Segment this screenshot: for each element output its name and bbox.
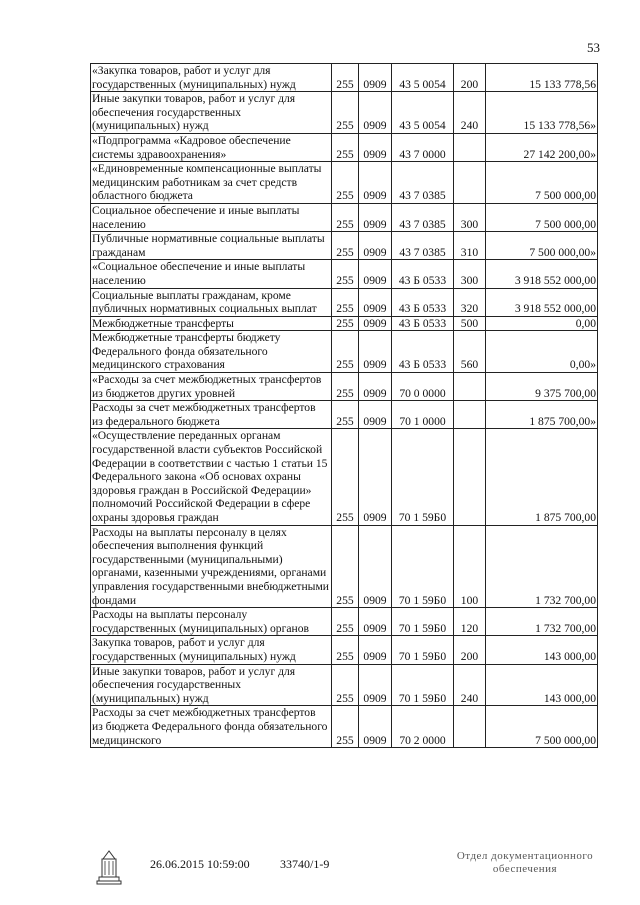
row-expense-type: 120: [454, 608, 486, 636]
table-row: [91, 373, 598, 401]
row-expense-type: 300: [454, 260, 486, 288]
row-amount: 143 000,00: [486, 664, 598, 706]
row-amount: 3 918 552 000,00: [486, 260, 598, 288]
row-expense-type: 500: [454, 316, 486, 331]
row-amount: 0,00»: [486, 331, 598, 373]
row-name: Социальное обеспечение и иные выплаты населению: [91, 203, 332, 231]
row-grbs: 255: [332, 133, 359, 161]
row-section: 0909: [359, 664, 392, 706]
row-section: 0909: [359, 331, 392, 373]
row-name: «Закупка товаров, работ и услуг для государственных (муниципальных) нужд: [91, 64, 332, 92]
row-amount: 1 875 700,00»: [486, 401, 598, 429]
row-target-article: 43 7 0385: [392, 232, 454, 260]
row-grbs: 255: [332, 331, 359, 373]
row-name: Расходы на выплаты персоналу государственных (муниципальных) органов: [91, 608, 332, 636]
row-amount: 3 918 552 000,00: [486, 288, 598, 316]
row-name: Закупка товаров, работ и услуг для государственных (муниципальных) нужд: [91, 636, 332, 664]
row-section: 0909: [359, 133, 392, 161]
row-name: «Осуществление переданных органам государственной власти субъектов Российской Федерации в соответствии с частью 1 статьи 15 Федерального закона «Об основах охраны здоровья граждан в Российской Федерации» полномочий Российской Федерации в сфере охраны здоровья граждан: [91, 429, 332, 525]
row-expense-type: 310: [454, 232, 486, 260]
row-target-article: 70 0 0000: [392, 373, 454, 401]
row-section: 0909: [359, 232, 392, 260]
row-expense-type: [454, 373, 486, 401]
row-expense-type: 560: [454, 331, 486, 373]
row-section: 0909: [359, 429, 392, 525]
row-amount: 1 875 700,00: [486, 429, 598, 525]
row-name: Социальные выплаты гражданам, кроме публичных нормативных социальных выплат: [91, 288, 332, 316]
row-expense-type: 240: [454, 92, 486, 134]
row-amount: 1 732 700,00: [486, 608, 598, 636]
row-target-article: 43 Б 0533: [392, 260, 454, 288]
row-expense-type: 320: [454, 288, 486, 316]
row-grbs: 255: [332, 706, 359, 748]
row-target-article: 70 2 0000: [392, 706, 454, 748]
row-expense-type: 240: [454, 664, 486, 706]
row-section: 0909: [359, 288, 392, 316]
row-expense-type: [454, 133, 486, 161]
row-amount: 7 500 000,00: [486, 162, 598, 204]
row-grbs: 255: [332, 232, 359, 260]
row-grbs: 255: [332, 203, 359, 231]
row-grbs: 255: [332, 92, 359, 134]
budget-table: [90, 63, 598, 748]
row-amount: 15 133 778,56: [486, 64, 598, 92]
row-name: Публичные нормативные социальные выплаты гражданам: [91, 232, 332, 260]
row-name: «Подпрограмма «Кадровое обеспечение системы здравоохранения»: [91, 133, 332, 161]
row-section: 0909: [359, 203, 392, 231]
row-target-article: 70 1 59Б0: [392, 636, 454, 664]
row-section: 0909: [359, 260, 392, 288]
row-target-article: 70 1 0000: [392, 401, 454, 429]
row-target-article: 43 7 0385: [392, 162, 454, 204]
row-expense-type: [454, 429, 486, 525]
row-expense-type: 100: [454, 525, 486, 608]
row-section: 0909: [359, 608, 392, 636]
row-name: Расходы за счет межбюджетных трансфертов из бюджета Федерального фонда обязательного медицинского: [91, 706, 332, 748]
table-row: [91, 664, 598, 706]
row-target-article: 70 1 59Б0: [392, 664, 454, 706]
row-grbs: 255: [332, 64, 359, 92]
row-section: 0909: [359, 64, 392, 92]
row-target-article: 43 Б 0533: [392, 331, 454, 373]
table-row: [91, 260, 598, 288]
table-row: [91, 525, 598, 608]
row-grbs: 255: [332, 401, 359, 429]
table-row: [91, 429, 598, 525]
row-amount: 27 142 200,00»: [486, 133, 598, 161]
row-name: «Единовременные компенсационные выплаты медицинским работникам за счет средств областного бюджета: [91, 162, 332, 204]
row-expense-type: [454, 162, 486, 204]
row-grbs: 255: [332, 525, 359, 608]
page-number: 53: [587, 40, 600, 55]
row-grbs: 255: [332, 429, 359, 525]
department-stamp: [450, 850, 600, 876]
row-target-article: 43 5 0054: [392, 92, 454, 134]
row-section: 0909: [359, 373, 392, 401]
row-name: Расходы на выплаты персоналу в целях обеспечения выполнения функций государственными (муниципальными) органами, казенными учреждениями, органами управления государственными внебюджетными фондами: [91, 525, 332, 608]
row-grbs: 255: [332, 608, 359, 636]
row-target-article: 70 1 59Б0: [392, 608, 454, 636]
row-expense-type: 200: [454, 636, 486, 664]
row-section: 0909: [359, 162, 392, 204]
row-name: Межбюджетные трансферты бюджету Федерального фонда обязательного медицинского страхования: [91, 331, 332, 373]
department-stamp-line-2: обеспечения: [492, 863, 558, 875]
row-grbs: 255: [332, 664, 359, 706]
table-row: [91, 331, 598, 373]
row-expense-type: [454, 401, 486, 429]
row-name: Иные закупки товаров, работ и услуг для обеспечения государственных (муниципальных) нужд: [91, 664, 332, 706]
table-row: [91, 92, 598, 134]
row-target-article: 43 7 0385: [392, 203, 454, 231]
row-expense-type: 300: [454, 203, 486, 231]
row-expense-type: 200: [454, 64, 486, 92]
row-target-article: 70 1 59Б0: [392, 525, 454, 608]
footer-timestamp: 26.06.2015 10:59:00: [150, 857, 250, 871]
row-amount: 143 000,00: [486, 636, 598, 664]
row-target-article: 43 Б 0533: [392, 288, 454, 316]
row-section: 0909: [359, 92, 392, 134]
table-row: [91, 64, 598, 92]
row-amount: 15 133 778,56»: [486, 92, 598, 134]
table-row: [91, 133, 598, 161]
table-row: [91, 316, 598, 331]
department-stamp-line-1: Отдел документационного: [456, 850, 594, 862]
row-amount: 9 375 700,00: [486, 373, 598, 401]
row-section: 0909: [359, 316, 392, 331]
row-name: «Расходы за счет межбюджетных трансфертов из бюджетов других уровней: [91, 373, 332, 401]
row-name: Межбюджетные трансферты: [91, 316, 332, 331]
row-section: 0909: [359, 706, 392, 748]
table-row: [91, 288, 598, 316]
row-amount: 1 732 700,00: [486, 525, 598, 608]
row-section: 0909: [359, 636, 392, 664]
row-section: 0909: [359, 401, 392, 429]
row-amount: 7 500 000,00: [486, 706, 598, 748]
row-name: Расходы за счет межбюджетных трансфертов из федерального бюджета: [91, 401, 332, 429]
row-amount: 7 500 000,00»: [486, 232, 598, 260]
row-grbs: 255: [332, 636, 359, 664]
row-grbs: 255: [332, 162, 359, 204]
row-expense-type: [454, 706, 486, 748]
footer-registration-number: 33740/1-9: [280, 857, 330, 871]
table-row: [91, 203, 598, 231]
table-row: [91, 608, 598, 636]
table-row: [91, 162, 598, 204]
row-name: Иные закупки товаров, работ и услуг для обеспечения государственных (муниципальных) нужд: [91, 92, 332, 134]
row-grbs: 255: [332, 260, 359, 288]
table-row: [91, 636, 598, 664]
row-name: «Социальное обеспечение и иные выплаты населению: [91, 260, 332, 288]
row-section: 0909: [359, 525, 392, 608]
emblem-icon: [94, 848, 124, 888]
row-amount: 7 500 000,00: [486, 203, 598, 231]
table-row: [91, 401, 598, 429]
row-grbs: 255: [332, 288, 359, 316]
row-grbs: 255: [332, 373, 359, 401]
row-target-article: 43 5 0054: [392, 64, 454, 92]
table-row: [91, 706, 598, 748]
row-amount: 0,00: [486, 316, 598, 331]
table-row: [91, 232, 598, 260]
row-target-article: 43 Б 0533: [392, 316, 454, 331]
row-grbs: 255: [332, 316, 359, 331]
row-target-article: 70 1 59Б0: [392, 429, 454, 525]
row-target-article: 43 7 0000: [392, 133, 454, 161]
